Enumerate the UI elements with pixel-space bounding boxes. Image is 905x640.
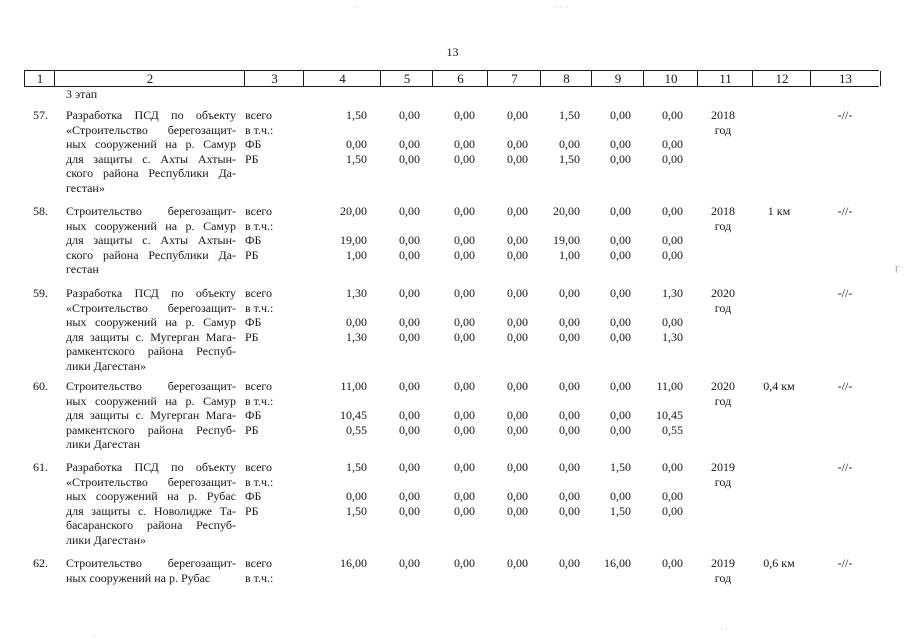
funding-source-line: ФБ — [245, 489, 262, 503]
object-description — [66, 460, 236, 547]
value-cell: 0,00 — [559, 556, 580, 570]
object-description — [66, 556, 236, 585]
row-number: 61. — [33, 460, 48, 474]
value-col-9 — [610, 286, 631, 344]
funding-source-line: РБ — [245, 151, 259, 166]
value-col-5 — [399, 108, 420, 166]
value-cell: 0,00 — [454, 286, 475, 300]
description-line: для защиты с. Ахты Ахтын- — [66, 233, 236, 247]
value-cell: 0,00 — [399, 247, 420, 262]
completion-year — [703, 460, 743, 489]
scan-speck: · · — [720, 624, 729, 634]
row-number: 58. — [33, 204, 48, 218]
value-cell: 0,00 — [507, 503, 528, 518]
value-cell: 11,00 — [656, 379, 683, 393]
value-cell: 1,50 — [346, 108, 367, 122]
value-cell: 0,00 — [610, 204, 631, 218]
description-line: для защиты с. Мугерган Мага- — [66, 329, 236, 344]
value-cell: 0,00 — [346, 315, 367, 329]
value-cell: 0,00 — [399, 286, 420, 300]
value-cell: 1,00 — [346, 247, 367, 262]
description-line: Строительство берегозащит- — [66, 379, 236, 393]
year-line: 2019 — [711, 556, 735, 570]
value-cell: 1,50 — [346, 503, 367, 518]
header-col-3: 3 — [244, 71, 304, 86]
value-col-6 — [454, 204, 475, 262]
description-line: лики Дагестан» — [66, 532, 147, 547]
value-cell: 0,00 — [454, 233, 475, 247]
value-cell: 0,00 — [662, 137, 683, 151]
header-col-11: 11 — [697, 71, 753, 86]
value-cell: 0,00 — [454, 247, 475, 262]
value-cell: 0,00 — [454, 408, 475, 422]
value-col-6 — [454, 556, 475, 571]
description-line: Строительство берегозащит- — [66, 204, 236, 218]
value-col-10 — [662, 108, 683, 166]
funding-source — [245, 556, 295, 585]
value-cell: 0,00 — [454, 503, 475, 518]
description-line: «Строительство берегозащит- — [66, 300, 236, 315]
value-col-8 — [559, 108, 580, 166]
description-line: ных сооружений на р. Самур — [66, 218, 236, 233]
value-cell: 20,00 — [340, 204, 367, 218]
capacity-length: 1 км — [767, 204, 791, 218]
value-cell: 0,00 — [399, 151, 420, 166]
value-cell: 0,55 — [662, 422, 683, 437]
value-cell: 0,00 — [399, 489, 420, 503]
funding-source-line: РБ — [245, 247, 259, 262]
funding-source — [245, 379, 295, 437]
object-description — [66, 204, 236, 277]
value-col-9 — [604, 556, 631, 571]
funding-source-line: всего — [245, 379, 273, 393]
funding-source-line: всего — [245, 460, 273, 474]
value-col-6 — [454, 108, 475, 166]
value-col-5 — [399, 204, 420, 262]
value-cell: 0,00 — [454, 315, 475, 329]
value-col-7 — [507, 286, 528, 344]
value-cell: 19,00 — [340, 233, 367, 247]
value-cell: 0,00 — [399, 460, 420, 474]
value-cell: 0,00 — [559, 137, 580, 151]
value-cell: 16,00 — [604, 556, 631, 570]
value-col-5 — [399, 556, 420, 571]
value-cell: 0,00 — [559, 379, 580, 393]
value-cell: 16,00 — [340, 556, 367, 570]
funding-source-line: ФБ — [245, 137, 262, 151]
value-cell: 0,00 — [507, 137, 528, 151]
value-cell: 0,00 — [454, 556, 475, 570]
value-col-8 — [559, 556, 580, 571]
value-cell: 0,00 — [507, 329, 528, 344]
value-col-7 — [507, 556, 528, 571]
description-line: ных сооружений на р. Самур — [66, 393, 236, 408]
value-cell: 0,00 — [610, 151, 631, 166]
value-cell: 0,00 — [559, 329, 580, 344]
object-description — [66, 108, 236, 195]
capacity-length: 0,6 км — [763, 556, 795, 570]
header-col-8: 8 — [540, 71, 592, 86]
value-col-10 — [662, 556, 683, 571]
year-line: 2019 — [711, 460, 735, 474]
value-cell: 0,00 — [507, 151, 528, 166]
scan-speck: · · · — [555, 2, 569, 12]
value-cell: 0,00 — [507, 286, 528, 300]
value-cell: 0,00 — [454, 489, 475, 503]
description-line: ского района Республики Да- — [66, 166, 236, 180]
funding-source-line: в т.ч.: — [245, 122, 274, 137]
value-cell: 0,00 — [507, 489, 528, 503]
value-cell: 1,50 — [346, 151, 367, 166]
value-cell: 0,00 — [662, 233, 683, 247]
year-line: год — [714, 570, 732, 585]
value-col-7 — [507, 379, 528, 437]
value-cell: 0,00 — [454, 151, 475, 166]
value-col-4 — [346, 108, 367, 166]
value-cell: 0,00 — [559, 422, 580, 437]
value-cell: 0,00 — [399, 379, 420, 393]
completion-year — [703, 204, 743, 233]
value-cell: 1,50 — [610, 503, 631, 518]
funding-source-line: в т.ч.: — [245, 218, 274, 233]
value-cell: 0,00 — [610, 422, 631, 437]
executor-ref: -//- — [837, 108, 853, 122]
value-cell: 0,00 — [662, 151, 683, 166]
value-cell: 0,00 — [346, 137, 367, 151]
scan-speck: · — [92, 630, 95, 640]
funding-source-line: всего — [245, 204, 273, 218]
value-cell: 1,30 — [662, 286, 683, 300]
funding-source — [245, 460, 295, 518]
value-col-9 — [610, 460, 631, 518]
value-cell: 0,55 — [346, 422, 367, 437]
value-cell: 0,00 — [610, 286, 631, 300]
value-col-8 — [559, 379, 580, 437]
value-col-7 — [507, 108, 528, 166]
funding-source-line: в т.ч.: — [245, 300, 274, 315]
value-cell: 0,00 — [662, 503, 683, 518]
value-col-4 — [346, 460, 367, 518]
value-cell: 0,00 — [610, 137, 631, 151]
value-cell: 1,00 — [559, 247, 580, 262]
description-line: гестан» — [66, 180, 105, 195]
description-line: для защиты с. Мугерган Мага- — [66, 408, 236, 422]
funding-source-line: всего — [245, 556, 273, 570]
funding-source — [245, 108, 295, 166]
value-cell: 0,00 — [399, 137, 420, 151]
description-line: рамкентского района Респуб- — [66, 422, 236, 437]
completion-year — [703, 286, 743, 315]
value-cell: 0,00 — [507, 204, 528, 218]
value-col-5 — [399, 286, 420, 344]
funding-source-line: ФБ — [245, 315, 262, 329]
description-line: для защиты с. Новолидже Та- — [66, 503, 236, 518]
value-cell: 0,00 — [662, 108, 683, 122]
executor-ref: -//- — [837, 204, 853, 218]
funding-source-line: в т.ч.: — [245, 393, 274, 408]
header-col-9: 9 — [591, 71, 644, 86]
value-cell: 0,00 — [610, 315, 631, 329]
header-col-12: 12 — [752, 71, 811, 86]
year-line: год — [714, 474, 732, 489]
value-cell: 11,00 — [340, 379, 367, 393]
description-line: «Строительство берегозащит- — [66, 122, 236, 137]
value-cell: 0,00 — [559, 460, 580, 474]
value-cell: 19,00 — [553, 233, 580, 247]
description-line: гестан — [66, 262, 99, 276]
description-line: ных сооружений на р. Рубас — [66, 489, 236, 503]
value-cell: 1,30 — [346, 329, 367, 344]
value-cell: 0,00 — [507, 379, 528, 393]
description-line: ных сооружений на р. Самур — [66, 137, 236, 151]
value-cell: 0,00 — [507, 460, 528, 474]
value-cell: 1,30 — [662, 329, 683, 344]
executor-ref: -//- — [837, 286, 853, 300]
description-line: ных сооружений на р. Самур — [66, 315, 236, 329]
description-line: Строительство берегозащит- — [66, 556, 236, 570]
funding-source-line: РБ — [245, 503, 259, 518]
scan-speck: · — [355, 2, 358, 12]
stage-label: 3 этап — [66, 87, 98, 101]
description-line: «Строительство берегозащит- — [66, 474, 236, 489]
row-number: 62. — [33, 556, 48, 570]
value-cell: 0,00 — [399, 108, 420, 122]
completion-year — [703, 108, 743, 137]
completion-year — [703, 379, 743, 408]
value-col-10 — [662, 460, 683, 518]
value-cell: 0,00 — [454, 108, 475, 122]
value-cell: 0,00 — [507, 247, 528, 262]
year-line: 2020 — [711, 379, 735, 393]
value-cell: 0,00 — [610, 489, 631, 503]
value-cell: 0,00 — [610, 408, 631, 422]
row-number: 60. — [33, 379, 48, 393]
value-cell: 0,00 — [559, 315, 580, 329]
value-col-7 — [507, 460, 528, 518]
value-cell: 1,30 — [346, 286, 367, 300]
value-cell: 10,45 — [340, 408, 367, 422]
year-line: 2020 — [711, 286, 735, 300]
value-col-9 — [610, 379, 631, 437]
value-cell: 0,00 — [662, 460, 683, 474]
description-line: Разработка ПСД по объекту — [66, 460, 236, 474]
value-col-4 — [340, 204, 367, 262]
description-line: ского района Республики Да- — [66, 247, 236, 262]
value-col-9 — [610, 108, 631, 166]
value-col-10 — [662, 286, 683, 344]
funding-source-line: в т.ч.: — [245, 474, 274, 489]
description-line: лики Дагестан» — [66, 358, 147, 373]
value-cell: 0,00 — [454, 460, 475, 474]
header-col-6: 6 — [432, 71, 488, 86]
funding-source-line: ФБ — [245, 408, 262, 422]
value-col-5 — [399, 379, 420, 437]
header-col-5: 5 — [380, 71, 433, 86]
capacity-length: 0,4 км — [763, 379, 795, 393]
row-number: 57. — [33, 108, 48, 122]
header-col-10: 10 — [643, 71, 698, 86]
value-col-4 — [346, 286, 367, 344]
value-cell: 0,00 — [559, 503, 580, 518]
value-cell: 0,00 — [454, 379, 475, 393]
header-col-7: 7 — [487, 71, 541, 86]
value-cell: 0,00 — [399, 503, 420, 518]
header-col-13: 13 — [810, 71, 881, 86]
executor-ref: -//- — [837, 460, 853, 474]
value-cell: 0,00 — [399, 556, 420, 570]
value-col-6 — [454, 460, 475, 518]
page-number: 13 — [446, 45, 459, 59]
value-cell: 0,00 — [507, 315, 528, 329]
funding-source-line: всего — [245, 286, 273, 300]
value-cell: 1,50 — [346, 460, 367, 474]
value-cell: 0,00 — [610, 233, 631, 247]
value-col-9 — [610, 204, 631, 262]
value-cell: 0,00 — [454, 329, 475, 344]
description-line: Разработка ПСД по объекту — [66, 108, 236, 122]
value-col-8 — [559, 460, 580, 518]
description-line: лики Дагестан — [66, 437, 141, 451]
value-cell: 0,00 — [346, 489, 367, 503]
value-cell: 0,00 — [454, 137, 475, 151]
value-col-5 — [399, 460, 420, 518]
object-description — [66, 379, 236, 452]
funding-source-line: ФБ — [245, 233, 262, 247]
value-col-8 — [553, 204, 580, 262]
object-description — [66, 286, 236, 373]
value-col-6 — [454, 379, 475, 437]
header-bottom-rule — [24, 86, 879, 87]
value-cell: 0,00 — [399, 204, 420, 218]
funding-source-line: в т.ч.: — [245, 570, 274, 585]
year-line: 2018 — [711, 204, 735, 218]
value-cell: 1,50 — [610, 460, 631, 474]
value-cell: 0,00 — [399, 315, 420, 329]
header-col-2: 2 — [54, 71, 245, 86]
value-col-4 — [340, 379, 367, 437]
value-cell: 0,00 — [662, 204, 683, 218]
funding-source-line: всего — [245, 108, 273, 122]
value-cell: 0,00 — [454, 422, 475, 437]
value-cell: 20,00 — [553, 204, 580, 218]
value-cell: 0,00 — [610, 247, 631, 262]
value-cell: 0,00 — [399, 233, 420, 247]
funding-source-line: РБ — [245, 422, 259, 437]
scan-edge-mark: ŗ — [895, 262, 899, 274]
value-cell: 0,00 — [610, 379, 631, 393]
value-cell: 0,00 — [399, 329, 420, 344]
executor-ref: -//- — [837, 379, 853, 393]
value-cell: 0,00 — [610, 108, 631, 122]
value-cell: 10,45 — [656, 408, 683, 422]
completion-year — [703, 556, 743, 585]
year-line: год — [714, 122, 732, 137]
description-line: басаранского района Респуб- — [66, 518, 236, 532]
description-line: рамкентского района Респуб- — [66, 344, 236, 358]
value-cell: 0,00 — [454, 204, 475, 218]
year-line: 2018 — [711, 108, 735, 122]
value-cell: 0,00 — [507, 408, 528, 422]
value-cell: 0,00 — [507, 233, 528, 247]
funding-source-line: РБ — [245, 329, 259, 344]
header-col-4: 4 — [303, 71, 381, 86]
value-cell: 0,00 — [399, 408, 420, 422]
value-cell: 0,00 — [662, 556, 683, 570]
value-cell: 0,00 — [610, 329, 631, 344]
value-cell: 0,00 — [559, 286, 580, 300]
value-cell: 0,00 — [507, 422, 528, 437]
value-col-8 — [559, 286, 580, 344]
description-line: ных сооружений на р. Рубас — [66, 570, 211, 585]
value-cell: 0,00 — [662, 315, 683, 329]
value-col-10 — [662, 204, 683, 262]
value-cell: 0,00 — [507, 556, 528, 570]
value-col-6 — [454, 286, 475, 344]
row-number: 59. — [33, 286, 48, 300]
description-line: Разработка ПСД по объекту — [66, 286, 236, 300]
value-cell: 0,00 — [559, 408, 580, 422]
year-line: год — [714, 218, 732, 233]
description-line: для защиты с. Ахты Ахтын- — [66, 151, 236, 166]
value-cell: 1,50 — [559, 151, 580, 166]
executor-ref: -//- — [837, 556, 853, 570]
year-line: год — [714, 393, 732, 408]
value-col-10 — [656, 379, 683, 437]
value-col-7 — [507, 204, 528, 262]
year-line: год — [714, 300, 732, 315]
value-cell: 0,00 — [662, 489, 683, 503]
value-cell: 0,00 — [507, 108, 528, 122]
value-cell: 0,00 — [399, 422, 420, 437]
funding-source — [245, 286, 295, 344]
value-col-4 — [340, 556, 367, 571]
value-cell: 0,00 — [559, 489, 580, 503]
header-col-1: 1 — [24, 71, 55, 86]
value-cell: 0,00 — [662, 247, 683, 262]
funding-source — [245, 204, 295, 262]
value-cell: 1,50 — [559, 108, 580, 122]
